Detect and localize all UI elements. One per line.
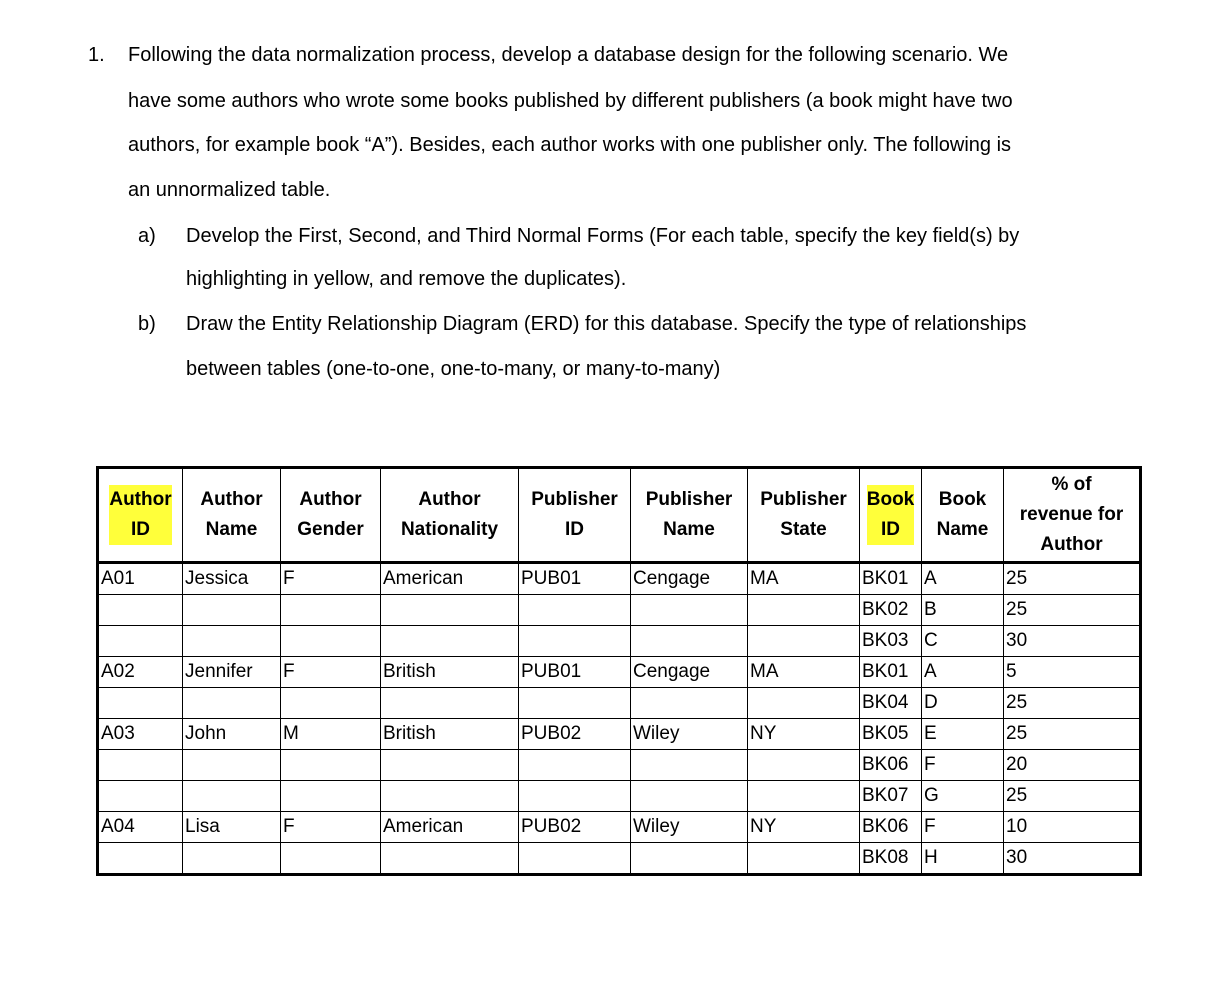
table-row	[98, 563, 1141, 595]
cell-revenue-percent: 25	[1004, 719, 1141, 750]
cell-publisher-name	[631, 688, 748, 719]
cell-author-id	[98, 750, 183, 781]
cell-book-id: BK01	[860, 563, 922, 595]
unnormalized-table	[96, 466, 1142, 876]
part-b-line-1: Draw the Entity Relationship Diagram (ERD) for this database. Specify the type of relationships	[186, 313, 1027, 335]
cell-book-id: BK06	[860, 750, 922, 781]
table-row	[98, 812, 1141, 843]
header-revenue-percent-line3: Author	[1040, 534, 1103, 555]
cell-publisher-id: PUB01	[519, 657, 631, 688]
cell-publisher-state: MA	[748, 563, 860, 595]
header-publisher-id-line2: ID	[565, 519, 584, 540]
header-book-name	[922, 468, 1004, 563]
cell-revenue-percent: 20	[1004, 750, 1141, 781]
cell-author-name	[183, 843, 281, 875]
cell-publisher-name: Wiley	[631, 812, 748, 843]
cell-publisher-id: PUB02	[519, 719, 631, 750]
cell-publisher-state	[748, 781, 860, 812]
cell-book-id: BK05	[860, 719, 922, 750]
header-publisher-name-line1: Publisher	[645, 489, 733, 510]
header-author-name	[183, 468, 281, 563]
cell-publisher-name	[631, 781, 748, 812]
cell-book-name: H	[922, 843, 1004, 875]
cell-author-nationality: American	[381, 812, 519, 843]
header-author-id-line1: Author	[109, 489, 172, 510]
header-publisher-state-line2: State	[780, 519, 827, 540]
header-author-nationality	[381, 468, 519, 563]
header-publisher-id	[519, 468, 631, 563]
question-text-line-3: authors, for example book “A”). Besides, each author works with one publisher only. The following is	[128, 134, 1012, 156]
cell-publisher-id	[519, 626, 631, 657]
cell-author-gender	[281, 750, 381, 781]
cell-author-nationality: American	[381, 563, 519, 595]
cell-author-gender	[281, 781, 381, 812]
cell-book-name: F	[922, 812, 1004, 843]
cell-publisher-state: NY	[748, 719, 860, 750]
question-text-line-1: Following the data normalization process, develop a database design for the following scenario. We	[128, 44, 1009, 66]
cell-author-nationality	[381, 595, 519, 626]
cell-publisher-name: Cengage	[631, 657, 748, 688]
header-author-nationality-line1: Author	[418, 489, 481, 510]
header-publisher-state-line1: Publisher	[760, 489, 847, 510]
part-b-label: b)	[138, 313, 156, 335]
cell-author-id	[98, 688, 183, 719]
cell-author-nationality: British	[381, 657, 519, 688]
header-author-id	[98, 468, 183, 563]
cell-author-nationality	[381, 781, 519, 812]
cell-book-name: A	[922, 563, 1004, 595]
part-a-line-1: Develop the First, Second, and Third Normal Forms (For each table, specify the key field(s) by	[186, 225, 1020, 247]
cell-publisher-state	[748, 843, 860, 875]
cell-revenue-percent: 30	[1004, 626, 1141, 657]
cell-revenue-percent: 25	[1004, 563, 1141, 595]
cell-author-gender: M	[281, 719, 381, 750]
header-author-id-label	[109, 485, 171, 545]
cell-publisher-id: PUB01	[519, 563, 631, 595]
cell-publisher-id	[519, 781, 631, 812]
header-author-gender-line2: Gender	[297, 519, 364, 540]
cell-book-name: A	[922, 657, 1004, 688]
cell-book-id: BK02	[860, 595, 922, 626]
cell-book-name: B	[922, 595, 1004, 626]
cell-publisher-id	[519, 595, 631, 626]
header-author-nationality-line2: Nationality	[400, 519, 499, 540]
header-revenue-percent-line1: % of	[1051, 474, 1092, 495]
cell-author-gender: F	[281, 812, 381, 843]
header-book-id	[860, 468, 922, 563]
cell-author-name	[183, 750, 281, 781]
table-row	[98, 781, 1141, 812]
cell-author-id: A04	[98, 812, 183, 843]
cell-publisher-state: NY	[748, 812, 860, 843]
question-text-line-2: have some authors who wrote some books published by different publishers (a book might have two	[128, 90, 1013, 112]
part-a-line-2: highlighting in yellow, and remove the duplicates).	[186, 268, 627, 290]
cell-author-id	[98, 781, 183, 812]
cell-book-name: F	[922, 750, 1004, 781]
header-book-id-line1: Book	[866, 489, 915, 510]
cell-author-gender	[281, 626, 381, 657]
table-row	[98, 719, 1141, 750]
cell-author-nationality	[381, 750, 519, 781]
header-author-gender-line1: Author	[299, 489, 362, 510]
cell-publisher-state	[748, 688, 860, 719]
cell-publisher-id	[519, 750, 631, 781]
cell-author-id	[98, 595, 183, 626]
cell-author-name: Jessica	[183, 563, 281, 595]
cell-book-id: BK04	[860, 688, 922, 719]
table-row	[98, 595, 1141, 626]
question-number: 1.	[88, 44, 105, 66]
header-author-id-line2: ID	[130, 519, 150, 540]
header-book-id-line2: ID	[881, 519, 900, 540]
cell-author-name: Lisa	[183, 812, 281, 843]
cell-author-nationality: British	[381, 719, 519, 750]
table-row	[98, 657, 1141, 688]
header-publisher-state	[748, 468, 860, 563]
table-row	[98, 750, 1141, 781]
header-publisher-name	[631, 468, 748, 563]
header-revenue-percent	[1004, 468, 1141, 563]
cell-revenue-percent: 10	[1004, 812, 1141, 843]
table-body	[98, 563, 1141, 875]
cell-book-name: E	[922, 719, 1004, 750]
cell-author-gender: F	[281, 563, 381, 595]
cell-revenue-percent: 5	[1004, 657, 1141, 688]
table-row	[98, 626, 1141, 657]
header-book-id-label	[867, 485, 915, 545]
cell-publisher-name	[631, 750, 748, 781]
header-row	[98, 468, 1141, 563]
cell-publisher-state	[748, 750, 860, 781]
cell-publisher-state	[748, 626, 860, 657]
cell-book-name: D	[922, 688, 1004, 719]
cell-book-id: BK07	[860, 781, 922, 812]
cell-author-name: Jennifer	[183, 657, 281, 688]
cell-publisher-id	[519, 688, 631, 719]
cell-author-name	[183, 688, 281, 719]
cell-publisher-name: Cengage	[631, 563, 748, 595]
cell-publisher-state	[748, 595, 860, 626]
cell-author-name: John	[183, 719, 281, 750]
header-author-name-line2: Name	[205, 519, 258, 540]
cell-author-name	[183, 595, 281, 626]
cell-author-gender	[281, 843, 381, 875]
table-header	[98, 468, 1141, 563]
cell-publisher-id	[519, 843, 631, 875]
cell-book-id: BK01	[860, 657, 922, 688]
cell-publisher-name: Wiley	[631, 719, 748, 750]
cell-author-id: A02	[98, 657, 183, 688]
part-b-line-2: between tables (one-to-one, one-to-many, or many-to-many)	[186, 358, 721, 380]
cell-publisher-id: PUB02	[519, 812, 631, 843]
cell-book-name: G	[922, 781, 1004, 812]
cell-author-gender: F	[281, 657, 381, 688]
cell-publisher-name	[631, 626, 748, 657]
cell-author-name	[183, 626, 281, 657]
cell-book-id: BK03	[860, 626, 922, 657]
cell-author-gender	[281, 688, 381, 719]
cell-book-id: BK06	[860, 812, 922, 843]
cell-publisher-name	[631, 595, 748, 626]
cell-author-nationality	[381, 688, 519, 719]
cell-author-nationality	[381, 843, 519, 875]
cell-publisher-state: MA	[748, 657, 860, 688]
header-author-gender	[281, 468, 381, 563]
cell-author-gender	[281, 595, 381, 626]
header-publisher-id-line1: Publisher	[531, 489, 618, 510]
header-publisher-name-line2: Name	[663, 519, 715, 540]
question-text-line-4: an unnormalized table.	[128, 179, 331, 201]
cell-revenue-percent: 25	[1004, 688, 1141, 719]
header-revenue-percent-line2: revenue for	[1019, 504, 1124, 525]
table-row	[98, 688, 1141, 719]
cell-revenue-percent: 30	[1004, 843, 1141, 875]
cell-author-name	[183, 781, 281, 812]
cell-author-id	[98, 843, 183, 875]
cell-revenue-percent: 25	[1004, 595, 1141, 626]
cell-revenue-percent: 25	[1004, 781, 1141, 812]
cell-author-id	[98, 626, 183, 657]
cell-book-name: C	[922, 626, 1004, 657]
part-a-label: a)	[138, 225, 156, 247]
header-book-name-line1: Book	[938, 489, 987, 510]
header-author-name-line1: Author	[200, 489, 263, 510]
cell-author-id: A03	[98, 719, 183, 750]
cell-author-nationality	[381, 626, 519, 657]
cell-book-id: BK08	[860, 843, 922, 875]
cell-publisher-name	[631, 843, 748, 875]
cell-author-id: A01	[98, 563, 183, 595]
header-book-name-line2: Name	[936, 519, 989, 540]
table-row	[98, 843, 1141, 875]
